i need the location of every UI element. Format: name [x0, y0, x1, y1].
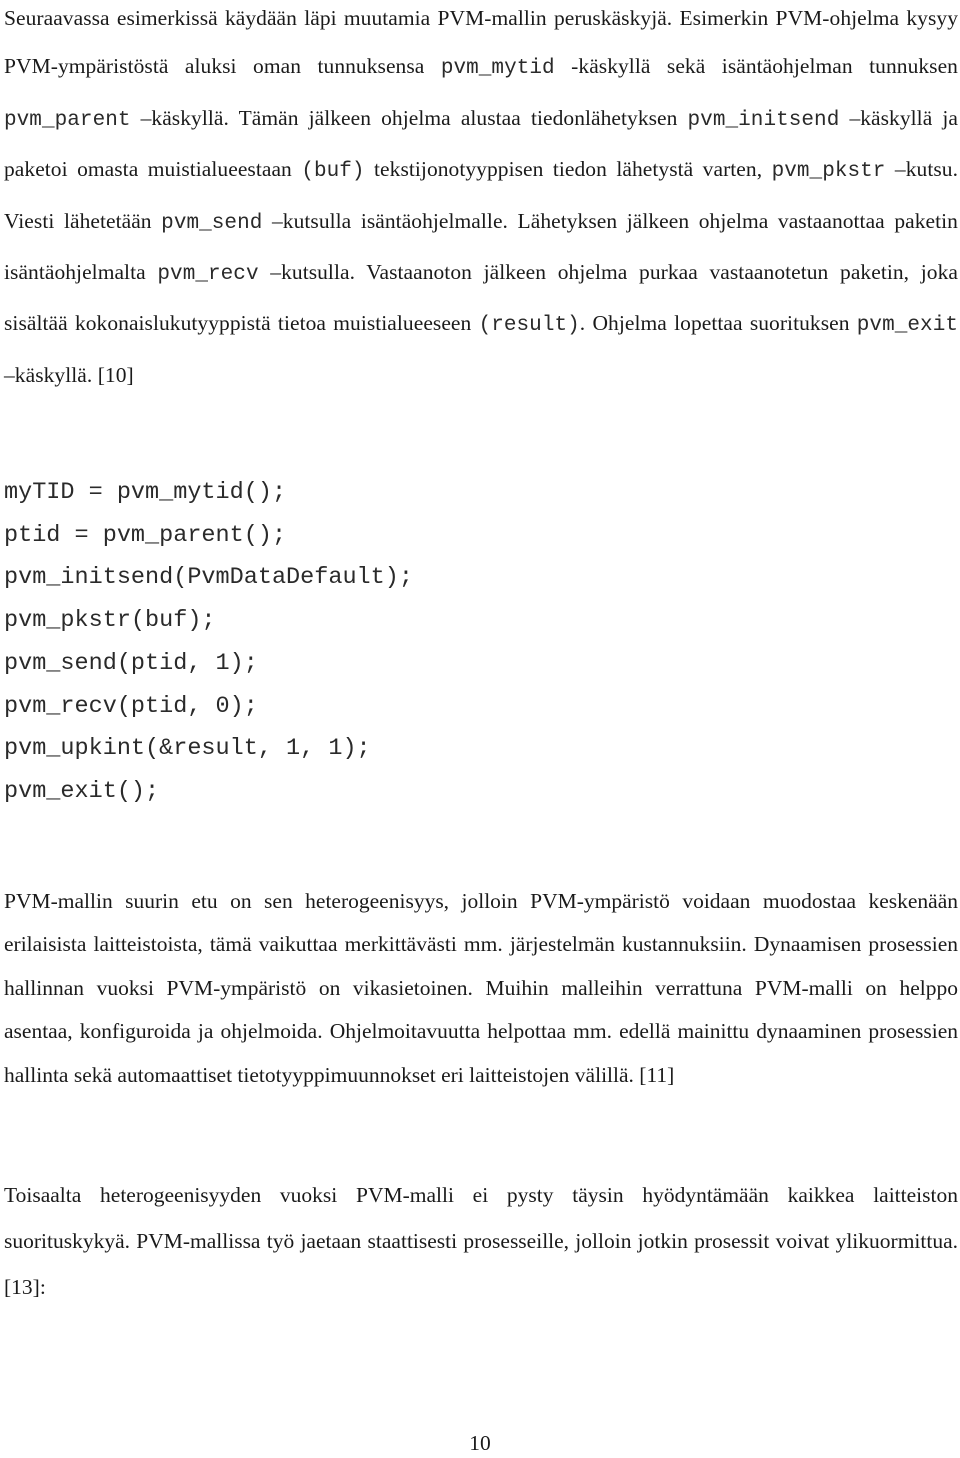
text-run: –käskyllä. Tämän jälkeen ohjelma alustaa tiedonlähetyksen [130, 105, 688, 130]
code-line: pvm_pkstr(buf); [4, 607, 216, 635]
text-run: –käskyllä. [10] [4, 362, 134, 387]
inline-code-pvm-mytid: pvm_mytid [440, 57, 555, 81]
text-run: –kutsulla isäntäohjelmalle. Lähetyksen jälkeen ohjelma vastaanottaa paketin isäntäohjelmalta [4, 208, 958, 285]
advantages-paragraph: PVM-mallin suurin etu on sen heterogeenisyys, jolloin PVM-ympäristö voidaan muodostaa keskenään erilaisista laitteistoista, tämä vaikuttaa merkittävästi mm. järjestelmän kustannuksiin. Dynaamisen prosessien hallinnan vuoksi PVM-ympäristö on vikasietoinen. Muihin malleihin verrattuna PVM-malli on helppo asentaa, konfiguroida ja ohjelmoida. Ohjelmoitavuutta helpottaa mm. edellä mainittu dynaaminen prosessien hallinta sekä automaattiset tietotyyppimuunnokset eri laitteistojen välillä. [11] [4, 889, 958, 1087]
inline-code-buf: (buf) [301, 160, 365, 184]
page-number: 10 [469, 1431, 491, 1455]
inline-code-pvm-initsend: pvm_initsend [687, 108, 840, 132]
inline-code-pvm-pkstr: pvm_pkstr [771, 160, 886, 184]
text-run: –kutsu. Viesti lähetetään [4, 157, 958, 233]
code-line: pvm_exit(); [4, 777, 160, 805]
code-line: ptid = pvm_parent(); [4, 521, 287, 549]
inline-code-pvm-recv: pvm_recv [157, 263, 259, 287]
intro-paragraph [4, 0, 958, 399]
code-line: pvm_initsend(PvmDataDefault); [4, 564, 413, 592]
code-line: pvm_upkint(&result, 1, 1); [4, 735, 371, 763]
text-run: –kutsulla. Vastaanoton jälkeen ohjelma purkaa vastaanotetun paketin, joka sisältää kokonaislukutyyppistä tietoa muistialueeseen [4, 260, 959, 336]
text-run: tekstijonotyyppisen tiedon lähetystä varten, [364, 157, 772, 182]
text-run: . Ohjelma lopettaa suorituksen [579, 311, 857, 336]
text-run: Seuraavassa esimerkissä käydään läpi muutamia PVM-mallin peruskäskyjä. Esimerkin PVM-ohjelma kysyy PVM-ympäristöstä aluksi oman tunnuksensa [4, 6, 958, 79]
limitations-paragraph: Toisaalta heterogeenisyyden vuoksi PVM-malli ei pysty täysin hyödyntämään kaikkea laitteiston suorituskykyä. PVM-mallissa työ jaetaan staattisesti prosesseille, jolloin jotkin prosessit voivat ylikuormittua. [13]: [4, 1183, 958, 1299]
text-run: –käskyllä ja paketoi omasta muistialueestaan [4, 105, 958, 182]
code-listing [4, 472, 944, 814]
inline-code-pvm-parent: pvm_parent [4, 108, 131, 132]
code-line: myTID = pvm_mytid(); [4, 479, 287, 506]
code-line: pvm_recv(ptid, 0); [4, 692, 258, 720]
inline-code-result: (result) [478, 314, 580, 338]
text-run: -käskyllä sekä isäntäohjelman tunnuksen [554, 54, 958, 79]
code-line: pvm_send(ptid, 1); [4, 649, 258, 677]
inline-code-pvm-send: pvm_send [161, 211, 263, 235]
inline-code-pvm-exit: pvm_exit [856, 314, 958, 338]
